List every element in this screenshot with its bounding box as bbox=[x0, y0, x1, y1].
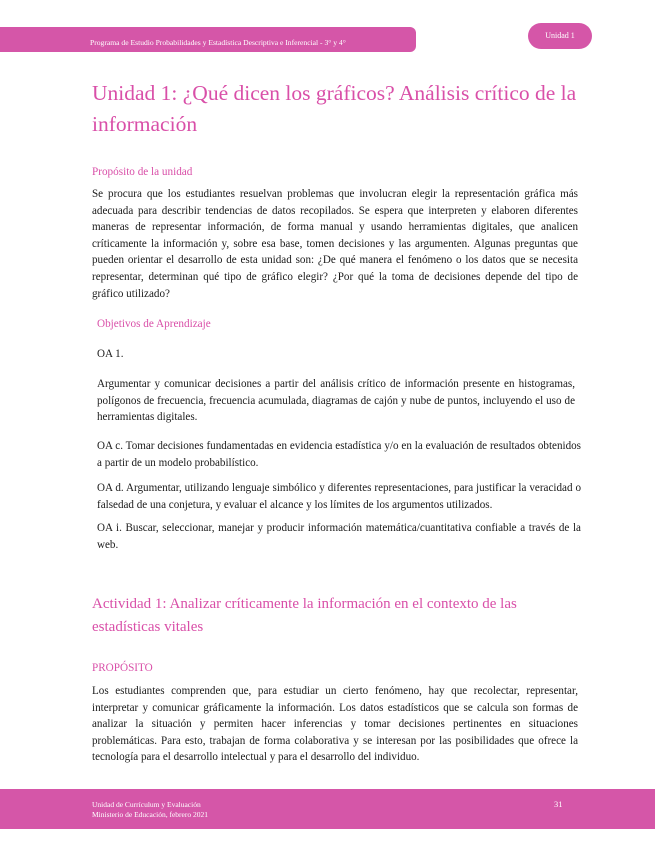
oa-d-text: OA d. Argumentar, utilizando lenguaje simbólico y diferentes representaciones, para justificar la veracidad o falsedad de una conjetura, y evaluar el alcance y los límites de los argumentos utilizados. bbox=[97, 482, 581, 511]
activity-purpose-heading: PROPÓSITO bbox=[92, 662, 153, 674]
page-number: 31 bbox=[554, 799, 563, 809]
unit-badge: Unidad 1 bbox=[528, 23, 592, 49]
objectives-heading: Objetivos de Aprendizaje bbox=[97, 318, 211, 330]
footer-unit: Unidad de Currículum y Evaluación bbox=[92, 800, 201, 809]
footer-ministry: Ministerio de Educación, febrero 2021 bbox=[92, 810, 209, 819]
program-title: Programa de Estudio Probabilidades y Estadística Descriptiva e Inferencial - 3° y 4° bbox=[90, 38, 346, 47]
purpose-heading: Propósito de la unidad bbox=[92, 166, 193, 178]
page-title: Unidad 1: ¿Qué dicen los gráficos? Análisis crítico de la información bbox=[92, 81, 577, 136]
purpose-text: Se procura que los estudiantes resuelvan problemas que involucran elegir la representación gráfica más adecuada para describir tendencias de datos recopilados. Se espera que interpreten y elaboren diferentes maneras de representar información, de forma manual y usando herramientas digitales, que analicen críticamente la información y, sobre esa base, tomen decisiones y las argumenten. Algunas preguntas que pueden orientar el desarrollo de esta unidad son: ¿De qué manera el fenómeno o los datos que se necesita representar, determinan qué tipo de gráfico elegir? ¿Por qué la toma de decisiones depende del tipo de gráfico utilizado? bbox=[92, 188, 578, 300]
activity-title: Actividad 1: Analizar críticamente la información en el contexto de las estadísticas vitales bbox=[92, 596, 517, 635]
activity-purpose-text: Los estudiantes comprenden que, para estudiar un cierto fenómeno, hay que recolectar, representar, interpretar y comunicar gráficamente la información. Los datos estadísticos que se calcula son formas de analizar la situación y permiten hacer inferencias y tomar decisiones pertinentes en situaciones problemáticas. Para esto, trabajan de forma colaborativa y se interesan por las posibilidades que ofrece la tecnología para el desarrollo intelectual y para el desarrollo del individuo. bbox=[92, 685, 578, 764]
oa-i-text: OA i. Buscar, seleccionar, manejar y producir información matemática/cuantitativa confiable a través de la web. bbox=[97, 522, 581, 551]
footer-band bbox=[0, 789, 655, 829]
oa-c-text: OA c. Tomar decisiones fundamentadas en evidencia estadística y/o en la evaluación de resultados obtenidos a partir de un modelo probabilístico. bbox=[97, 440, 581, 469]
oa1-text: Argumentar y comunicar decisiones a partir del análisis crítico de información presente en histogramas, polígonos de frecuencia, frecuencia acumulada, diagramas de cajón y nube de puntos, incluyendo el uso de herramientas digitales. bbox=[97, 378, 575, 424]
oa1-label: OA 1. bbox=[97, 348, 124, 360]
